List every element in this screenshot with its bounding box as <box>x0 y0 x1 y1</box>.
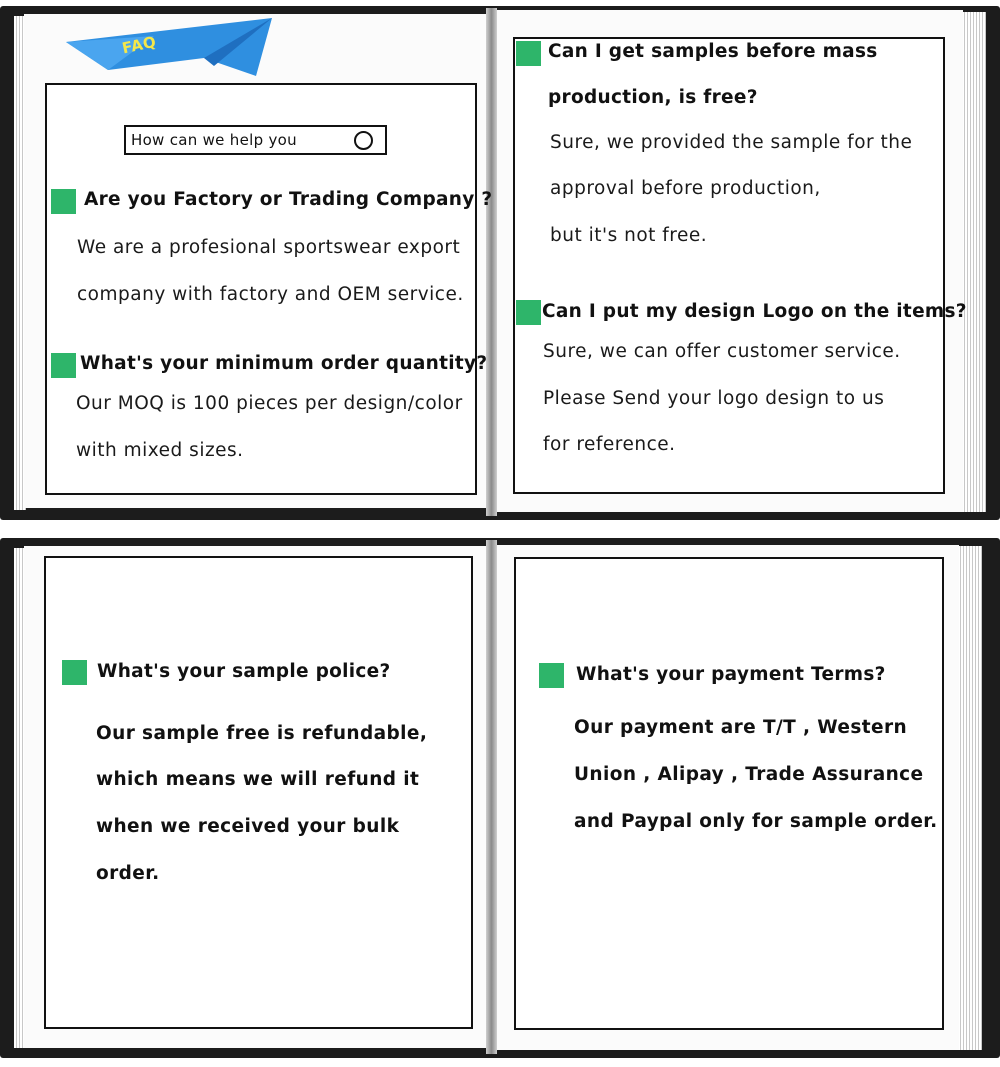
answer-6-line-1: Our payment are T/T , Western <box>574 717 908 738</box>
question-6: What's your payment Terms? <box>576 664 886 685</box>
question-3-line-2: production, is free? <box>548 87 758 108</box>
answer-5-line-2: which means we will refund it <box>96 769 420 790</box>
answer-2-line-1: Our MOQ is 100 pieces per design/color <box>76 393 463 414</box>
answer-5-line-3: when we received your bulk <box>96 816 400 837</box>
question-1: Are you Factory or Trading Company ? <box>84 189 493 210</box>
page-edges-right <box>958 546 982 1050</box>
bullet-square-icon <box>51 189 76 214</box>
answer-4-line-2: Please Send your logo design to us <box>543 388 885 409</box>
page-edges-right <box>962 12 986 512</box>
bullet-square-icon <box>539 663 564 688</box>
answer-4-line-1: Sure, we can offer customer service. <box>543 341 901 362</box>
question-2: What's your minimum order quantity? <box>80 353 488 374</box>
bullet-square-icon <box>62 660 87 685</box>
question-4: Can I put my design Logo on the items? <box>542 301 967 322</box>
answer-3-line-3: but it's not free. <box>550 225 708 246</box>
book-spine-top <box>486 8 497 516</box>
question-5: What's your sample police? <box>97 661 391 682</box>
answer-5-line-1: Our sample free is refundable, <box>96 723 428 744</box>
answer-5-line-4: order. <box>96 863 160 884</box>
search-circle-icon[interactable] <box>354 131 373 150</box>
bullet-square-icon <box>516 41 541 66</box>
bullet-square-icon <box>516 300 541 325</box>
answer-3-line-2: approval before production, <box>550 178 821 199</box>
answer-1-line-1: We are a profesional sportswear export <box>77 237 461 258</box>
faq-panel-4 <box>514 557 944 1030</box>
bullet-square-icon <box>51 353 76 378</box>
answer-4-line-3: for reference. <box>543 434 676 455</box>
answer-6-line-2: Union , Alipay , Trade Assurance <box>574 764 924 785</box>
search-input[interactable] <box>124 125 387 155</box>
answer-2-line-2: with mixed sizes. <box>76 440 244 461</box>
faq-panel-3 <box>44 556 473 1029</box>
answer-6-line-3: and Paypal only for sample order. <box>574 811 938 832</box>
search-placeholder: How can we help you <box>131 131 297 149</box>
answer-3-line-1: Sure, we provided the sample for the <box>550 132 913 153</box>
book-spine-bottom <box>486 540 497 1054</box>
faq-banner-icon <box>64 16 276 80</box>
question-3-line-1: Can I get samples before mass <box>548 41 878 62</box>
faq-label: FAQ <box>120 32 158 58</box>
answer-1-line-2: company with factory and OEM service. <box>77 284 464 305</box>
